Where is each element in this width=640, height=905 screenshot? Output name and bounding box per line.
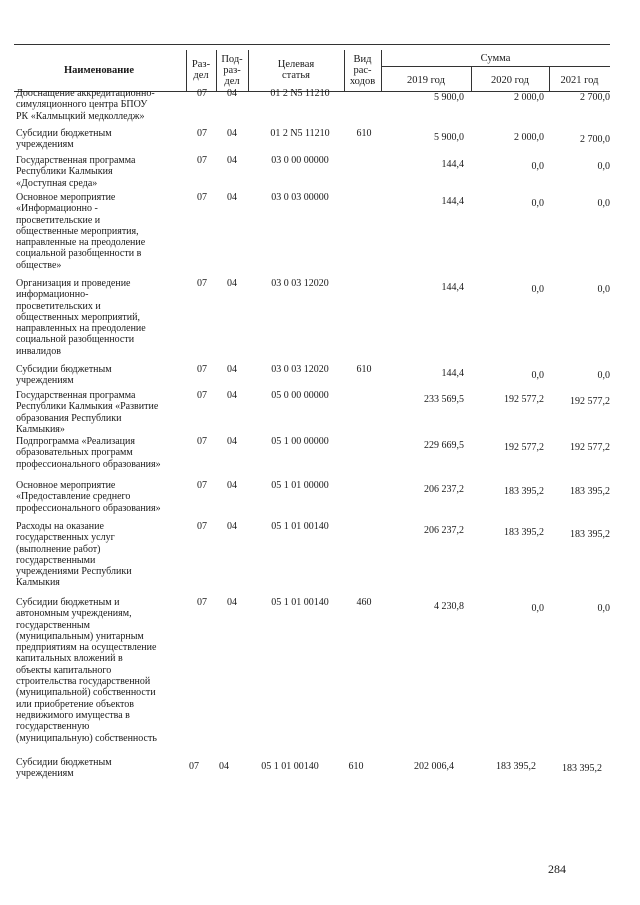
row-2021: 0,0 xyxy=(597,370,610,381)
row-2021: 192 577,2 xyxy=(570,442,610,453)
row-2020: 183 395,2 xyxy=(504,486,544,497)
row-subsection: 04 xyxy=(227,128,237,139)
row-2020: 2 000,0 xyxy=(514,92,544,103)
row-2020: 192 577,2 xyxy=(504,442,544,453)
row-2020: 2 000,0 xyxy=(514,132,544,143)
row-target: 03 0 03 12020 xyxy=(271,278,329,289)
row-2021: 0,0 xyxy=(597,284,610,295)
row-section: 07 xyxy=(189,761,199,772)
row-2021: 192 577,2 xyxy=(570,396,610,407)
row-subsection: 04 xyxy=(227,597,237,608)
row-section: 07 xyxy=(197,192,207,203)
row-2021: 183 395,2 xyxy=(570,529,610,540)
row-2021: 0,0 xyxy=(597,603,610,614)
header-name: Наименование xyxy=(64,64,134,76)
row-section: 07 xyxy=(197,128,207,139)
row-target: 05 1 01 00000 xyxy=(271,480,329,491)
row-target: 05 1 01 00140 xyxy=(271,521,329,532)
table-header xyxy=(14,44,610,92)
row-subsection: 04 xyxy=(227,364,237,375)
row-subsection: 04 xyxy=(227,278,237,289)
row-subsection: 04 xyxy=(227,521,237,532)
row-2020: 183 395,2 xyxy=(504,527,544,538)
row-2021: 2 700,0 xyxy=(580,92,610,103)
header-section: Раз- дел xyxy=(191,59,211,81)
row-2021: 0,0 xyxy=(597,161,610,172)
row-2021: 183 395,2 xyxy=(562,763,602,774)
row-2020: 0,0 xyxy=(531,370,544,381)
row-target: 05 1 01 00140 xyxy=(261,761,319,772)
row-name: Субсидии бюджетным и автономным учреждениям, государственным (муниципальным) унитарным предприятиям на осуществление капитальных вложений в объекты капитального строительства государственной (муниципальной) собственности или приобретение объектов недвижимого имущества в государственную (муниципальную) собственность xyxy=(16,597,157,744)
row-target: 05 1 00 00000 xyxy=(271,436,329,447)
row-subsection: 04 xyxy=(227,88,237,99)
header-target: Целевая статья xyxy=(277,59,315,81)
row-kind: 610 xyxy=(348,761,364,772)
row-2020: 183 395,2 xyxy=(496,761,536,772)
row-name: Основное мероприятие «Предоставление среднего профессионального образования» xyxy=(16,480,161,514)
row-2019: 5 900,0 xyxy=(434,92,464,103)
row-2020: 0,0 xyxy=(531,603,544,614)
row-kind: 460 xyxy=(356,597,372,608)
header-2020: 2020 год xyxy=(491,74,529,86)
row-section: 07 xyxy=(197,364,207,375)
row-2020: 192 577,2 xyxy=(504,394,544,405)
row-2019: 206 237,2 xyxy=(424,525,464,536)
row-2019: 233 569,5 xyxy=(424,394,464,405)
row-kind: 610 xyxy=(356,364,372,375)
row-2019: 144,4 xyxy=(441,282,464,293)
row-name: Субсидии бюджетным учреждениям xyxy=(16,128,112,151)
row-subsection: 04 xyxy=(227,192,237,203)
row-2020: 0,0 xyxy=(531,161,544,172)
row-target: 03 0 00 00000 xyxy=(271,155,329,166)
row-section: 07 xyxy=(197,521,207,532)
header-2019: 2019 год xyxy=(407,74,445,86)
row-2019: 144,4 xyxy=(441,368,464,379)
row-target: 03 0 03 00000 xyxy=(271,192,329,203)
row-name: Организация и проведение информационно- просветительских и общественных мероприятий, направленных на преодоление социальной разобщенности инвалидов xyxy=(16,278,146,357)
row-target: 01 2 N5 11210 xyxy=(270,128,330,139)
row-section: 07 xyxy=(197,390,207,401)
row-subsection: 04 xyxy=(227,436,237,447)
row-target: 05 0 00 00000 xyxy=(271,390,329,401)
row-subsection: 04 xyxy=(227,480,237,491)
row-2019: 202 006,4 xyxy=(414,761,454,772)
header-sum-split xyxy=(381,66,610,67)
row-subsection: 04 xyxy=(219,761,229,772)
row-target: 03 0 03 12020 xyxy=(271,364,329,375)
header-2021: 2021 год xyxy=(560,74,599,86)
row-section: 07 xyxy=(197,436,207,447)
row-name: Дооснащение аккредитационно- симуляционного центра БПОУ РК «Калмыцкий медколледж» xyxy=(16,88,155,122)
row-2019: 5 900,0 xyxy=(434,132,464,143)
row-target: 05 1 01 00140 xyxy=(271,597,329,608)
row-2019: 229 669,5 xyxy=(424,440,464,451)
row-name: Подпрограмма «Реализация образовательных программ профессионального образования» xyxy=(16,436,161,470)
row-2021: 183 395,2 xyxy=(570,486,610,497)
page-number: 284 xyxy=(548,862,566,876)
row-name: Субсидии бюджетным учреждениям xyxy=(16,757,112,780)
row-name: Основное мероприятие «Информационно - просветительские и общественные мероприятия, направленные на преодоление социальной разобщенности в обществе» xyxy=(16,192,146,271)
row-2019: 144,4 xyxy=(441,196,464,207)
row-2019: 206 237,2 xyxy=(424,484,464,495)
header-sum: Сумма xyxy=(480,52,511,64)
header-subsection: Под- раз- дел xyxy=(221,53,243,87)
row-2019: 4 230,8 xyxy=(434,601,464,612)
row-2020: 0,0 xyxy=(531,198,544,209)
row-section: 07 xyxy=(197,480,207,491)
header-kind: Вид рас- ходов xyxy=(349,53,376,87)
row-section: 07 xyxy=(197,597,207,608)
row-name: Государственная программа Республики Калмыкия «Развитие образования Республики Калмыкия» xyxy=(16,390,159,435)
row-name: Расходы на оказание государственных услуг (выполнение работ) государственными учреждениями Республики Калмыкия xyxy=(16,521,132,589)
row-section: 07 xyxy=(197,88,207,99)
row-section: 07 xyxy=(197,278,207,289)
row-2020: 0,0 xyxy=(531,284,544,295)
row-subsection: 04 xyxy=(227,155,237,166)
row-2021: 0,0 xyxy=(597,198,610,209)
row-name: Субсидии бюджетным учреждениям xyxy=(16,364,112,387)
row-name: Государственная программа Республики Калмыкия «Доступная среда» xyxy=(16,155,136,189)
row-section: 07 xyxy=(197,155,207,166)
row-2021: 2 700,0 xyxy=(580,134,610,145)
header-top-rule xyxy=(14,44,610,45)
row-2019: 144,4 xyxy=(441,159,464,170)
row-kind: 610 xyxy=(356,128,372,139)
row-subsection: 04 xyxy=(227,390,237,401)
row-target: 01 2 N5 11210 xyxy=(270,88,330,99)
